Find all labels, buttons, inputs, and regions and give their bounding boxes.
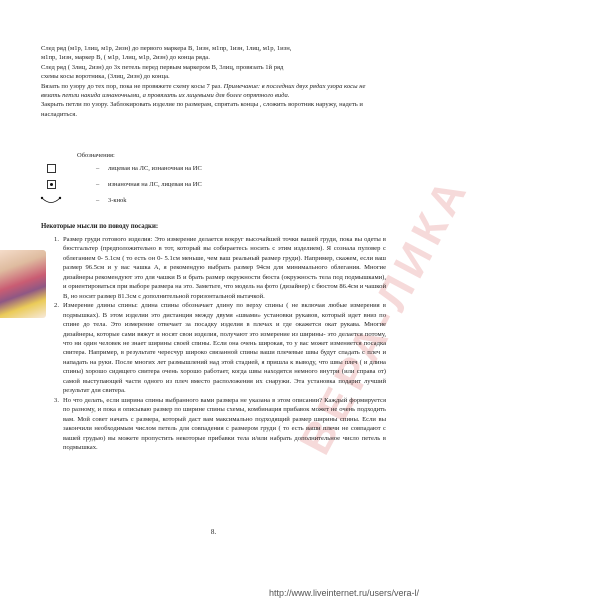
intro-line-5-main: Вязать по узору до тех пор, пока не провяжете схему косы 7 раз. xyxy=(41,82,222,90)
intro-line-2: м1пр, 1изн, маркер В, ( м1р, 1лиц, м1р, 2изн) до конца ряда. xyxy=(41,54,210,62)
dot-square-icon xyxy=(44,179,58,189)
list-item-number: 1. xyxy=(54,236,59,243)
legend-text-cable: 3-кноk xyxy=(108,196,127,204)
intro-line-6: Закрыть петли по узору. Заблокировать изделие по размерам, спрятать концы , сложить воротник наружу, надеть и насладиться. xyxy=(41,101,363,118)
list-item-text: Размер груди готового изделия: Это измерение делается вокруг высочайшей точки вашей груди, пока вы одеты в бюстгальтер (предположительно в тот, который вы собираетесь носить с этим изделием). Я сознала пуловер с облеганием 0- 5.1см ( то есть он 0- 5.1см меньше, чем ваш реальный размер груди). Например, скажем, если ваш размер 96.5см и у вас чашка А, я рекомендую выбрать размер 94см для минимального облегания. Многие дизайнеры рекомендуют это для чашки В и брать размер окружности бюста (окружность тела под подмышками), и ориентироваться при выборе размера на это. Заметьте, что модель на фото (дизайнер) с бюстом 86.4см и чашкой В, но носит размер 81.3см с дополнительной горизонтальной вытачкой. xyxy=(63,236,386,300)
legend-dash: – xyxy=(96,196,100,204)
legend-row-purl xyxy=(44,176,324,192)
list-item xyxy=(41,301,386,396)
legend-dash: – xyxy=(96,164,100,172)
legend-dash: – xyxy=(96,180,100,188)
intro-line-3: След ряд ( 3лиц, 2изн) до 3х петель перед первым маркером В, 3лиц, провязать 1й ряд xyxy=(41,63,284,71)
legend-text-knit: лицевая на ЛС, изнаночная на ИС xyxy=(108,164,202,172)
list-item-number: 2. xyxy=(54,302,59,310)
fit-notes-list xyxy=(41,235,386,452)
model-photo-thumbnail xyxy=(0,250,46,318)
list-item xyxy=(41,396,386,453)
cable-icon xyxy=(44,195,58,205)
watermark: ВЕРА-ЛИКА xyxy=(290,167,479,463)
list-item-text: Но что делать, если ширина спины выбранного вами размера не указана в этом описании? Каждый формируется по разному, и пока я описываю размер по ширине спины схемы, комбинация прибавок может не очень подходить вам. Мой совет начать с размера, который даст вам максимально подходящий размер ширины спины. Если вы закончили необходимым числом петель для совпадения с размером груди ( то есть ваши плечи не совпадают с вашей грудью) вы можете пропустить некоторые прибавки тела и/или набрать дополнительное число петель в подмышках. xyxy=(63,396,386,451)
empty-square-icon xyxy=(44,163,58,173)
intro-note: Примечание: в последних двух рядах узора косы не вязать петли накида изнаночными, а провязать их лицевыми для более опрятного вида. xyxy=(41,82,366,100)
legend xyxy=(44,151,324,208)
intro-line-4: схемы косы воротника, (3лиц, 2изн) до конца. xyxy=(41,73,170,81)
intro-line-1: След ряд (м1р, 1лиц, м1р, 2изн) до первого маркера В, 1изн, м1пр, 1изн, 1лиц, м1р, 1изн, xyxy=(41,45,292,52)
intro-instructions xyxy=(41,44,381,119)
legend-row-cable xyxy=(44,192,324,208)
list-item-number: 3. xyxy=(54,396,59,404)
legend-row-knit xyxy=(44,160,324,176)
page-number: 8. xyxy=(210,528,217,536)
legend-title: Обозначения: xyxy=(77,152,115,159)
list-item-text: Измерение длины спины: длина спины обозначает длину по верху спины ( не включая любые измерения в подмышках). В этом изделии это дистанция между двумя «швами» установки рукавов, который идет вниз по спине до тела. Это измерение отвечает за посадку изделия в плечах и где окажется окат рукава. Многие дизайнеры, которые сами вяжут и носят свои изделия, получают это измерение из ширины- это делается потому, что ни один человек не знает ширины своей спины. Если она очень широкая, то у вас может изменяется посадка свитера. Например, в результате чересчур широко связанной спины ваши плечевые швы будут спадать с плеч и нападать на руки. После многих лет размышлений над этой стадией, я пришла к выводу, что швы плеч ( и длина спины) хорошо сидящего свитера очень хорошо работает, когда швы находятся немного внутри (или справа от) самой выступающей части одного из плеч вместо расположения их снаружи. Эта установка подарит лучший результат для свитера. xyxy=(63,302,386,395)
legend-text-purl: изнаночная на ЛС, лицевая на ИС xyxy=(108,180,202,188)
section-heading: Некоторые мысли по поводу посадки: xyxy=(41,223,159,230)
intro-line-5 xyxy=(41,82,381,101)
source-url[interactable]: http://www.liveinternet.ru/users/vera-l/ xyxy=(268,588,419,598)
list-item xyxy=(41,235,386,301)
